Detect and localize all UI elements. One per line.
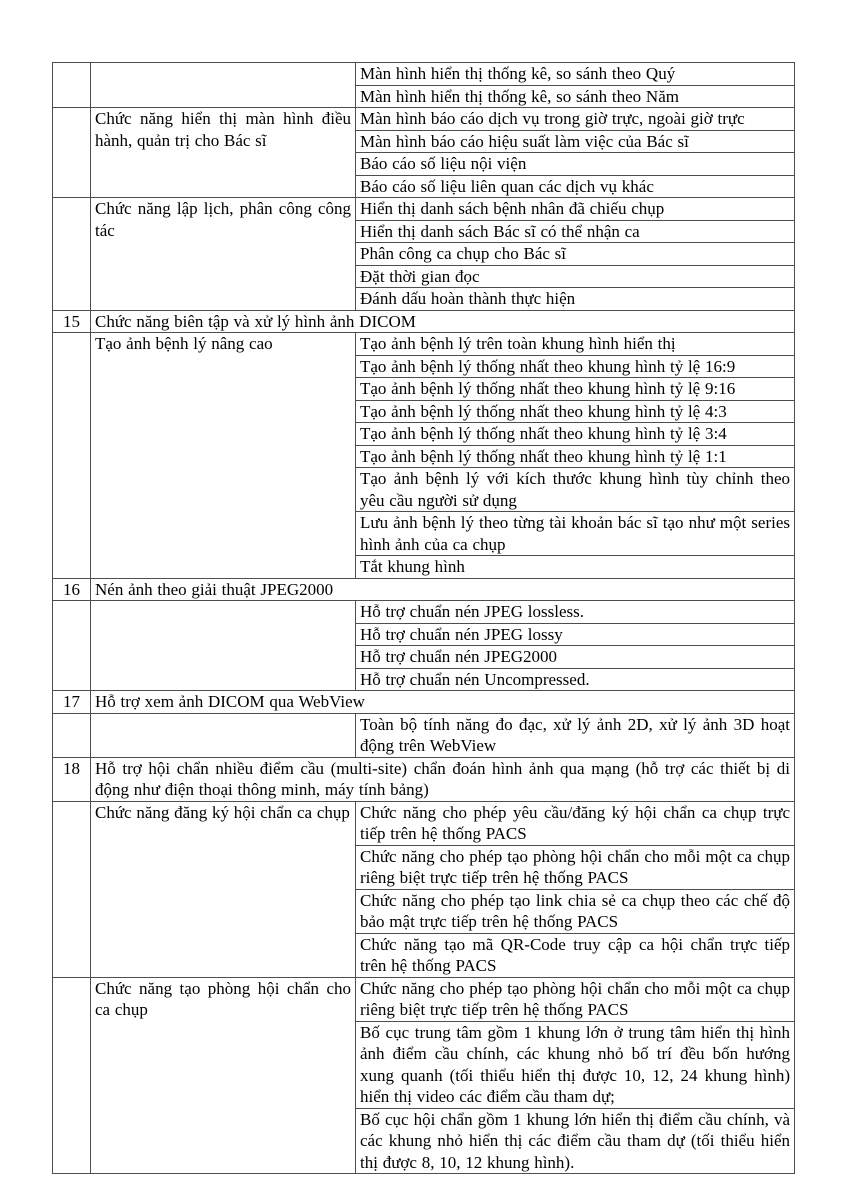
feature-cell: Bố cục hội chẩn gồm 1 khung lớn hiển thị điểm cầu chính, và các khung nhỏ hiển thị các điểm cầu tham dự (tối thiểu hiển thị được 8, 10, 12 khung hình). <box>356 1108 795 1174</box>
feature-row <box>53 713 795 757</box>
feature-cell: Báo cáo số liệu nội viện <box>356 153 795 176</box>
feature-cell: Tắt khung hình <box>356 556 795 579</box>
row-number <box>53 601 91 691</box>
feature-cell: Màn hình báo cáo dịch vụ trong giờ trực, ngoài giờ trực <box>356 108 795 131</box>
section-number: 16 <box>53 578 91 601</box>
feature-cell: Màn hình hiển thị thống kê, so sánh theo Quý <box>356 63 795 86</box>
row-number <box>53 198 91 311</box>
feature-cell: Màn hình hiển thị thống kê, so sánh theo Năm <box>356 85 795 108</box>
section-row <box>53 757 795 801</box>
section-number: 15 <box>53 310 91 333</box>
section-title: Hỗ trợ xem ảnh DICOM qua WebView <box>91 691 795 714</box>
feature-cell: Chức năng cho phép tạo phòng hội chẩn cho mỗi một ca chụp riêng biệt trực tiếp trên hệ thống PACS <box>356 977 795 1021</box>
feature-cell: Hỗ trợ chuẩn nén JPEG2000 <box>356 646 795 669</box>
feature-cell: Hỗ trợ chuẩn nén Uncompressed. <box>356 668 795 691</box>
feature-spec-table <box>52 62 795 1174</box>
category-cell: Chức năng hiển thị màn hình điều hành, quản trị cho Bác sĩ <box>91 108 356 198</box>
feature-row <box>53 977 795 1021</box>
section-row <box>53 691 795 714</box>
row-number <box>53 977 91 1174</box>
row-number <box>53 333 91 579</box>
row-number <box>53 713 91 757</box>
feature-cell: Tạo ảnh bệnh lý trên toàn khung hình hiển thị <box>356 333 795 356</box>
feature-cell: Chức năng cho phép yêu cầu/đăng ký hội chẩn ca chụp trực tiếp trên hệ thống PACS <box>356 801 795 845</box>
row-number <box>53 108 91 198</box>
row-number <box>53 801 91 977</box>
row-number <box>53 63 91 108</box>
section-row <box>53 310 795 333</box>
feature-cell: Hỗ trợ chuẩn nén JPEG lossless. <box>356 601 795 624</box>
feature-cell: Chức năng tạo mã QR-Code truy cập ca hội chẩn trực tiếp trên hệ thống PACS <box>356 933 795 977</box>
feature-cell: Bố cục trung tâm gồm 1 khung lớn ở trung tâm hiển thị hình ảnh điểm cầu chính, các khung nhỏ bố trí đều bốn hướng xung quanh (tối thiểu hiển thị được 10, 12, 24 khung hình) hiển thị video các điểm cầu tham dự; <box>356 1021 795 1108</box>
feature-row <box>53 601 795 624</box>
feature-cell: Tạo ảnh bệnh lý thống nhất theo khung hình tỷ lệ 16:9 <box>356 355 795 378</box>
feature-cell: Toàn bộ tính năng đo đạc, xử lý ảnh 2D, xử lý ảnh 3D hoạt động trên WebView <box>356 713 795 757</box>
section-title: Hỗ trợ hội chẩn nhiều điểm cầu (multi-site) chẩn đoán hình ảnh qua mạng (hỗ trợ các thiết bị di động như điện thoại thông minh, máy tính bảng) <box>91 757 795 801</box>
feature-cell: Hiển thị danh sách bệnh nhân đã chiếu chụp <box>356 198 795 221</box>
category-cell: Chức năng đăng ký hội chẩn ca chụp <box>91 801 356 977</box>
feature-cell: Chức năng cho phép tạo link chia sẻ ca chụp theo các chế độ bảo mật trực tiếp trên hệ thống PACS <box>356 889 795 933</box>
category-cell <box>91 63 356 108</box>
section-number: 18 <box>53 757 91 801</box>
feature-cell: Hỗ trợ chuẩn nén JPEG lossy <box>356 623 795 646</box>
feature-cell: Tạo ảnh bệnh lý thống nhất theo khung hình tỷ lệ 3:4 <box>356 423 795 446</box>
feature-cell: Tạo ảnh bệnh lý thống nhất theo khung hình tỷ lệ 1:1 <box>356 445 795 468</box>
feature-cell: Đánh dấu hoàn thành thực hiện <box>356 288 795 311</box>
feature-row <box>53 63 795 86</box>
section-row <box>53 578 795 601</box>
feature-cell: Phân công ca chụp cho Bác sĩ <box>356 243 795 266</box>
feature-cell: Tạo ảnh bệnh lý thống nhất theo khung hình tỷ lệ 4:3 <box>356 400 795 423</box>
category-cell <box>91 713 356 757</box>
feature-cell: Màn hình báo cáo hiệu suất làm việc của Bác sĩ <box>356 130 795 153</box>
feature-cell: Lưu ảnh bệnh lý theo từng tài khoản bác sĩ tạo như một series hình ảnh của ca chụp <box>356 512 795 556</box>
category-cell: Chức năng tạo phòng hội chẩn cho ca chụp <box>91 977 356 1174</box>
category-cell: Chức năng lập lịch, phân công công tác <box>91 198 356 311</box>
feature-row <box>53 801 795 845</box>
feature-row <box>53 198 795 221</box>
feature-cell: Tạo ảnh bệnh lý với kích thước khung hình tùy chỉnh theo yêu cầu người sử dụng <box>356 468 795 512</box>
section-title: Chức năng biên tập và xử lý hình ảnh DICOM <box>91 310 795 333</box>
feature-row <box>53 108 795 131</box>
feature-cell: Hiển thị danh sách Bác sĩ có thể nhận ca <box>356 220 795 243</box>
category-cell <box>91 601 356 691</box>
section-title: Nén ảnh theo giải thuật JPEG2000 <box>91 578 795 601</box>
feature-cell: Chức năng cho phép tạo phòng hội chẩn cho mỗi một ca chụp riêng biệt trực tiếp trên hệ thống PACS <box>356 845 795 889</box>
feature-cell: Báo cáo số liệu liên quan các dịch vụ khác <box>356 175 795 198</box>
category-cell: Tạo ảnh bệnh lý nâng cao <box>91 333 356 579</box>
feature-cell: Tạo ảnh bệnh lý thống nhất theo khung hình tỷ lệ 9:16 <box>356 378 795 401</box>
feature-row <box>53 333 795 356</box>
feature-cell: Đặt thời gian đọc <box>356 265 795 288</box>
spec-table-body <box>53 63 795 1174</box>
section-number: 17 <box>53 691 91 714</box>
